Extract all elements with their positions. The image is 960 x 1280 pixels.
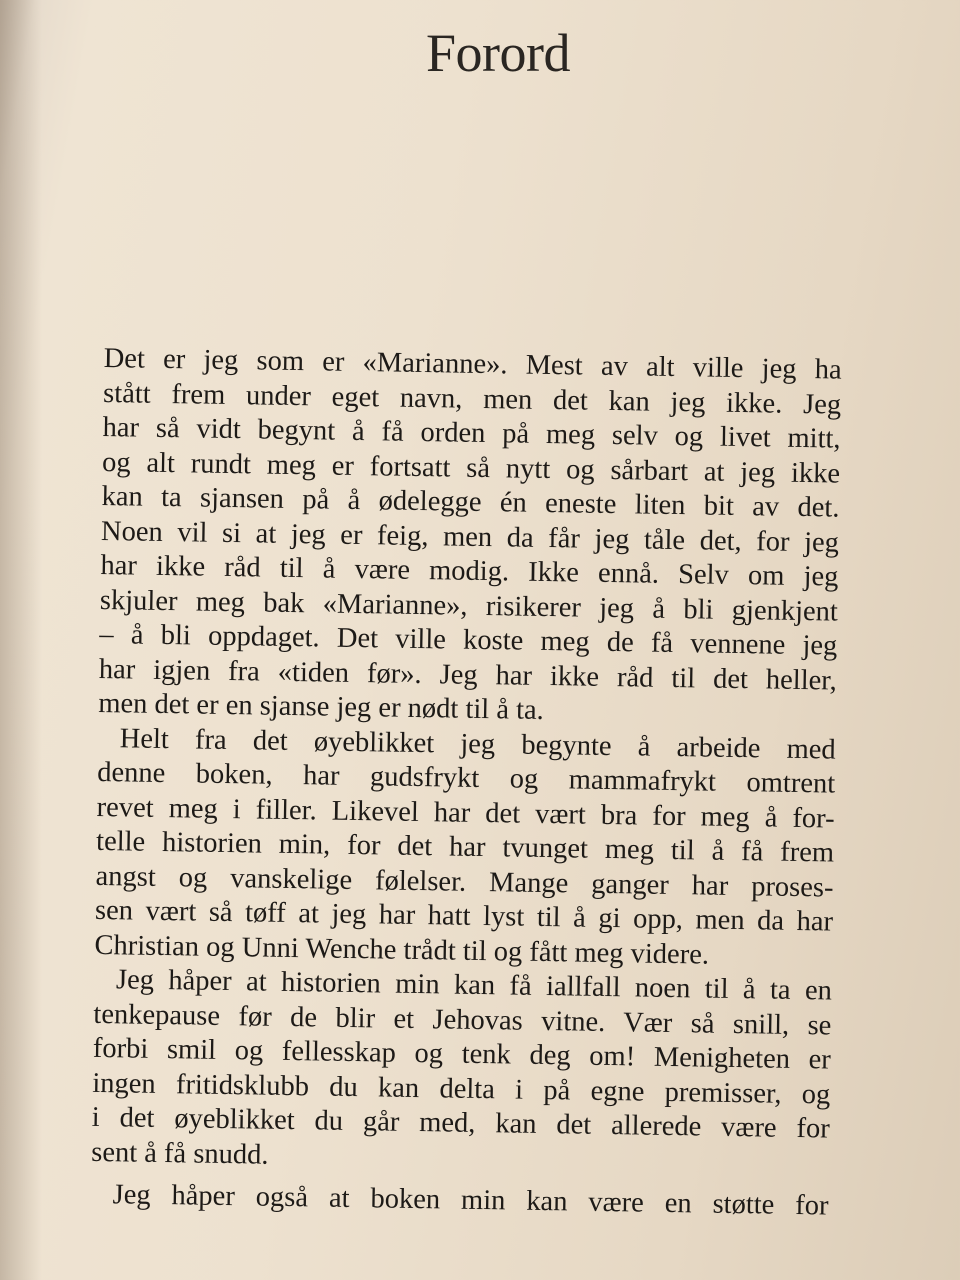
page-gutter-shadow: [0, 0, 42, 1280]
text-line: ingen fritidsklubb du kan delta i på egne premisser, og: [92, 1067, 831, 1110]
text-line: Christian og Unni Wenche trådt til og fått meg videre.: [94, 929, 710, 971]
paragraph: [91, 963, 832, 1182]
text-line: Jeg håper også at boken min kan være en støtte for: [112, 1179, 829, 1222]
text-line: Jeg håper at historien min kan få iallfall noen til å ta en: [115, 964, 833, 1007]
text-line: i det øyeblikket du går med, kan det allerede være for: [91, 1101, 830, 1145]
text-line: revet meg i filler. Likevel har det vært bra for meg å for-: [96, 791, 835, 835]
text-line: telle historien min, for det har tvunget meg til å få frem: [95, 825, 835, 869]
text-line: Det er jeg som er «Marianne». Mest av alt ville jeg ha: [103, 342, 842, 386]
text-line: har så vidt begynt å få orden på meg selv og livet mitt,: [102, 411, 841, 455]
text-line: skjuler meg bak «Marianne», risikerer jeg å bli gjenkjent: [99, 584, 839, 628]
chapter-title: Forord: [426, 23, 570, 83]
text-line: men det er en sjanse jeg er nødt til å ta.: [98, 687, 545, 726]
text-line: sent å få snudd.: [91, 1136, 269, 1171]
text-line: Helt fra det øyeblikket jeg begynte å arbeide med: [119, 722, 836, 766]
paragraph: [98, 342, 842, 733]
text-line: kan ta sjansen på å ødelegge én eneste liten bit av det.: [101, 480, 840, 524]
text-line: Noen vil si at jeg er feig, men da får jeg tåle det, for jeg: [100, 515, 840, 559]
text-line: og alt rundt meg er fortsatt så nytt og sårbart at jeg ikke: [101, 446, 841, 490]
text-line: – å bli oppdaget. Det ville koste meg de få vennene jeg: [99, 618, 838, 662]
text-line: angst og vanskelige følelser. Mange ganger har proses-: [95, 860, 834, 904]
text-line: har ikke råd til å være modig. Ikke ennå. Selv om jeg: [100, 549, 839, 593]
text-line: stått frem under eget navn, men det kan jeg ikke. Jeg: [102, 377, 842, 421]
text-line: sen vært så tøff at jeg har hatt lyst til å gi opp, men da har: [94, 894, 834, 938]
text-line: denne boken, har gudsfrykt og mammafrykt omtrent: [96, 756, 836, 800]
text-line: tenkepause før de blir et Jehovas vitne. Vær så snill, se: [93, 998, 832, 1042]
text-line: forbi smil og fellesskap og tenk deg om! Menigheten er: [92, 1032, 832, 1076]
paragraph: [90, 1178, 828, 1224]
body-text: [90, 342, 842, 1224]
text-line: har igjen fra «tiden før». Jeg har ikke råd til det heller,: [98, 653, 838, 697]
paragraph: [94, 721, 836, 974]
